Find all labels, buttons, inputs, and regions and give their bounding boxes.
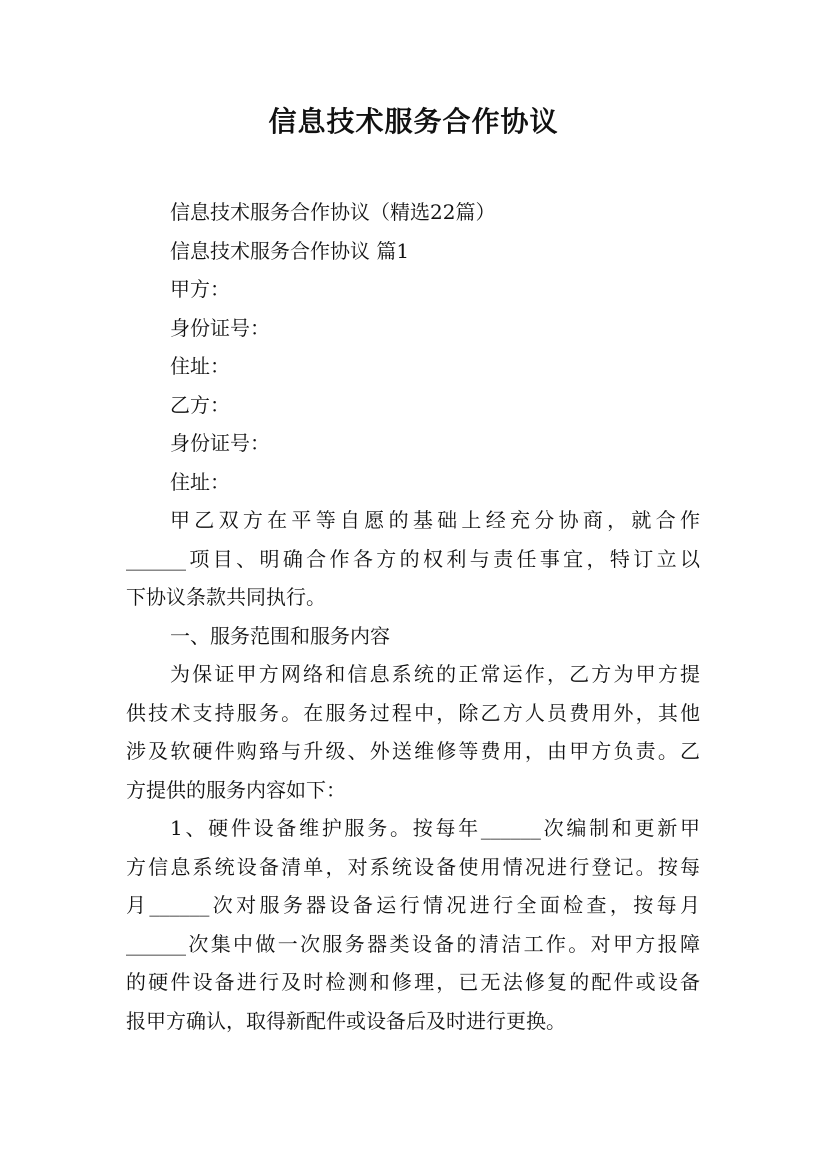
party-b-label: 乙方： bbox=[170, 392, 230, 417]
party-b-address-label: 住址： bbox=[170, 469, 230, 494]
party-b-id-label: 身份证号： bbox=[170, 431, 270, 455]
paragraph-line: 方信息系统设备清单，对系统设备使用情况进行登记。按每 bbox=[126, 854, 700, 879]
paragraph-line: 甲乙双方在平等自愿的基础上经充分协商，就合作 bbox=[170, 508, 700, 532]
paragraph-line: 供技术支持服务。在服务过程中，除乙方人员费用外，其他 bbox=[126, 700, 700, 725]
party-a-id-label: 身份证号： bbox=[170, 315, 270, 340]
document-body bbox=[126, 193, 700, 1040]
paragraph-line: 的硬件设备进行及时检测和修理，已无法修复的配件或设备 bbox=[126, 970, 700, 994]
paragraph-line: 为保证甲方网络和信息系统的正常运作，乙方为甲方提 bbox=[170, 662, 700, 686]
paragraph-line: 月______次对服务器设备运行情况进行全面检查，按每月 bbox=[126, 893, 700, 917]
subtitle-line: 信息技术服务合作协议（精选22篇） bbox=[170, 200, 496, 224]
paragraph-line: ______次集中做一次服务器类设备的清洁工作。对甲方报障 bbox=[126, 931, 700, 956]
paragraph-line: 涉及软硬件购臵与升级、外送维修等费用，由甲方负责。乙 bbox=[126, 739, 700, 763]
paragraph-line: 1、硬件设备维护服务。按每年______次编制和更新甲 bbox=[170, 816, 700, 840]
party-a-address-label: 住址： bbox=[170, 354, 230, 378]
paragraph-line: 报甲方确认，取得新配件或设备后及时进行更换。 bbox=[126, 1008, 566, 1033]
paragraph-line: ______项目、明确合作各方的权利与责任事宜，特订立以 bbox=[126, 546, 700, 571]
document-title: 信息技术服务合作协议 bbox=[268, 105, 559, 138]
section-heading: 信息技术服务合作协议 篇1 bbox=[170, 238, 410, 263]
paragraph-line: 下协议条款共同执行。 bbox=[126, 585, 326, 609]
paragraph-line: 方提供的服务内容如下： bbox=[126, 777, 346, 802]
party-a-label: 甲方： bbox=[170, 277, 230, 301]
clause-heading: 一、服务范围和服务内容 bbox=[170, 623, 390, 648]
